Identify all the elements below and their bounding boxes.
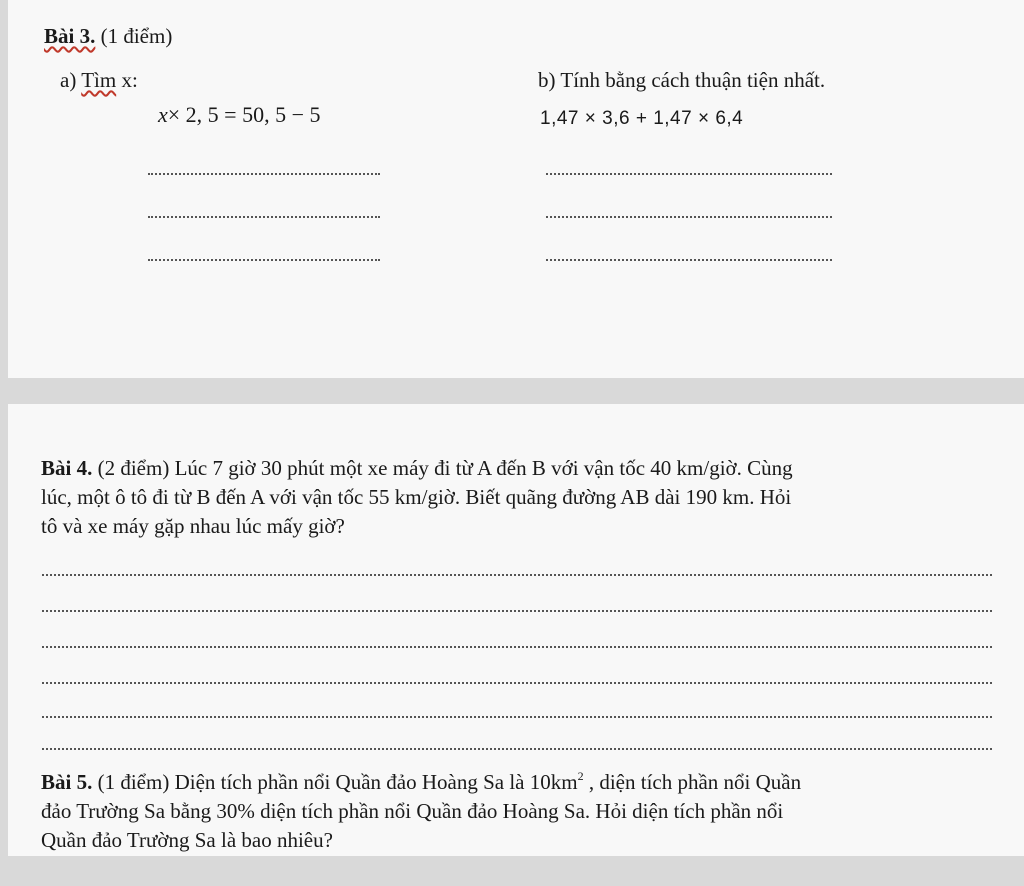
part-a-label: a) Tìm x: bbox=[60, 68, 138, 92]
bai-4-line-3: tô và xe máy gặp nhau lúc mấy giờ? bbox=[41, 514, 345, 538]
bai-5-title: Bài 5. bbox=[41, 770, 93, 794]
bai-5-line-2: đảo Trường Sa bằng 30% diện tích phần nổi Quần đảo Hoàng Sa. Hỏi diện tích phần nổi bbox=[41, 799, 784, 823]
answer-line-b-2[interactable] bbox=[546, 216, 832, 218]
page-bai-3 bbox=[8, 0, 1024, 378]
page-bai-4-5 bbox=[8, 404, 1024, 856]
part-a-word: Tìm bbox=[81, 68, 117, 92]
answer-line-b-1[interactable] bbox=[546, 173, 832, 175]
bai-5-line-1: Bài 5. (1 điểm) Diện tích phần nổi Quần đảo Hoàng Sa là $10km^2$ , diện tích phần nổi Quần bbox=[41, 769, 802, 794]
bai-3-points: (1 điểm) bbox=[95, 24, 173, 48]
answer-line-4-1[interactable] bbox=[42, 574, 992, 576]
answer-line-b-3[interactable] bbox=[546, 259, 832, 261]
part-b-label: b) Tính bằng cách thuận tiện nhất. bbox=[538, 68, 826, 92]
answer-line-4-3[interactable] bbox=[42, 646, 992, 648]
bai-3-title: Bài 3. bbox=[44, 24, 96, 48]
answer-line-4-6[interactable] bbox=[42, 748, 992, 750]
part-b-expression: 1,47 × 3,6 + 1,47 × 6,4 bbox=[540, 108, 744, 129]
bai-4-line-2: lúc, một ô tô đi từ B đến A với vận tốc 55 km/giờ. Biết quãng đường AB dài 190 km. Hỏi bbox=[41, 485, 792, 509]
bai-3-heading bbox=[44, 26, 172, 47]
bai-5-line-3: Quần đảo Trường Sa là bao nhiêu? bbox=[41, 828, 333, 852]
part-a-equation: x× 2, 5 = 50, 5 − 5 bbox=[158, 102, 321, 127]
bai-4-line-1: Bài 4. (2 điểm) Lúc 7 giờ 30 phút một xe máy đi từ A đến B với vận tốc 40 km/giờ. Cùng bbox=[41, 456, 793, 480]
bai-5-text bbox=[41, 762, 1011, 855]
answer-line-4-4[interactable] bbox=[42, 682, 992, 684]
bai-4-title: Bài 4. bbox=[41, 456, 93, 480]
answer-line-a-1[interactable] bbox=[148, 173, 380, 175]
answer-line-a-2[interactable] bbox=[148, 216, 380, 218]
answer-line-4-2[interactable] bbox=[42, 610, 992, 612]
answer-line-a-3[interactable] bbox=[148, 259, 380, 261]
bai-4-text bbox=[41, 454, 1011, 541]
answer-line-4-5[interactable] bbox=[42, 716, 992, 718]
